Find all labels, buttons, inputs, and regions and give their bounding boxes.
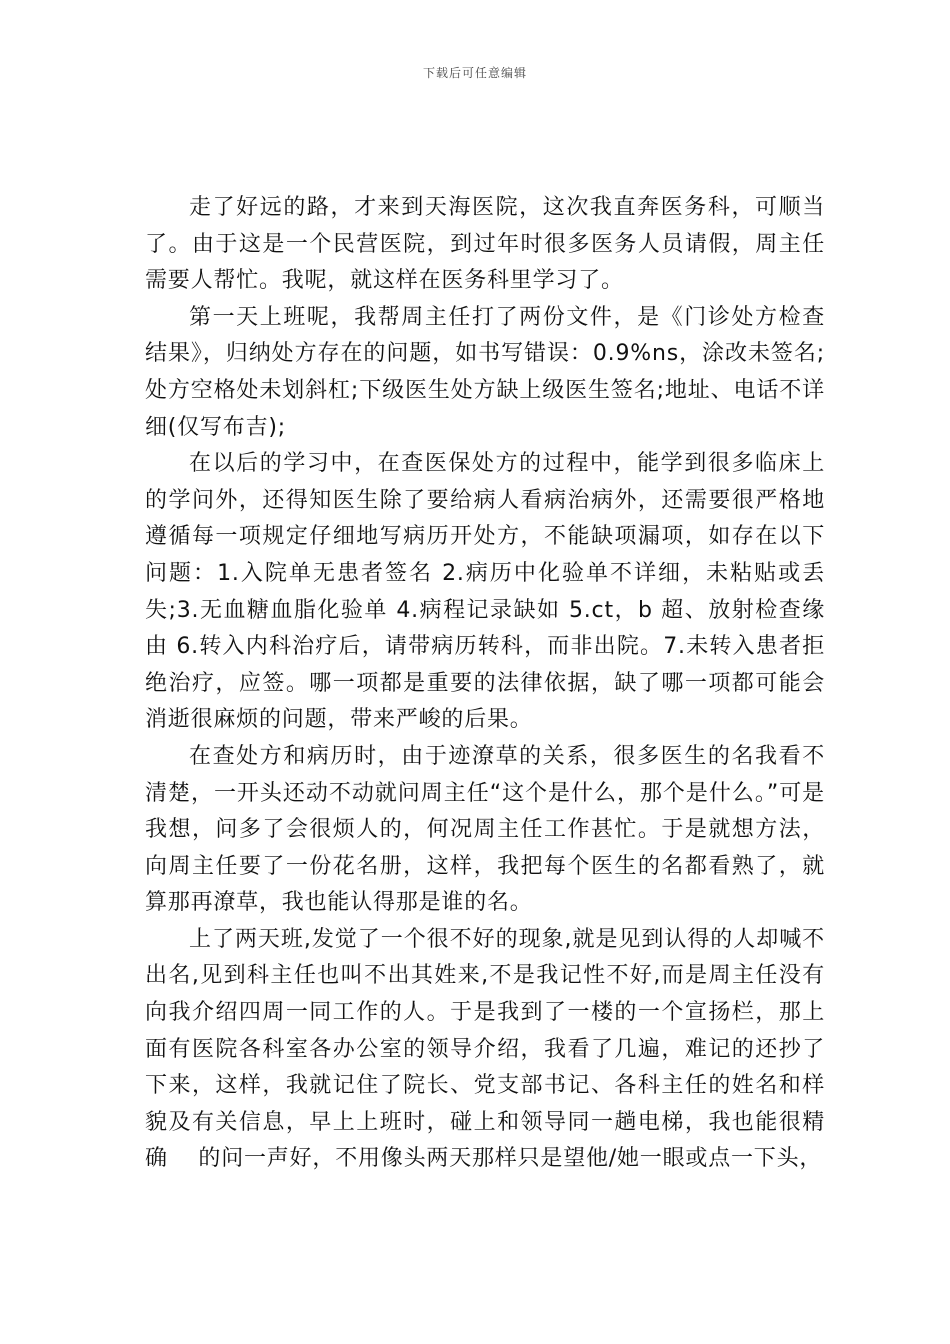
header-note: 下载后可任意编辑	[422, 66, 527, 80]
document-body	[145, 190, 825, 1178]
paragraph: 第一天上班呢，我帮周主任打了两份文件，是《门诊处方检查结果》，归纳处方存在的问题，如书写错误：0.9%ns，涂改未签名;处方空格处未划斜杠;下级医生处方缺上级医生签名;地址、电话不详细(仅写布吉);	[145, 304, 825, 440]
paragraph: 上了两天班,发觉了一个很不好的现象,就是见到认得的人却喊不出名,见到科主任也叫不出其姓来,不是我记性不好,而是周主任没有向我介绍四周一同工作的人。于是我到了一楼的一个宣扬栏，那上面有医院各科室各办公室的领导介绍，我看了几遍，难记的还抄了下来，这样，我就记住了院长、党支部书记、各科主任的姓名和样貌及有关信息，早上上班时，碰上和领导同一趟电梯，我也能很精确 的问一声好，不用像头两天那样只是望他/她一眼或点一下头，	[145, 926, 825, 1172]
paragraph: 在以后的学习中，在查医保处方的过程中，能学到很多临床上的学问外，还得知医生除了要给病人看病治病外，还需要很严格地遵循每一项规定仔细地写病历开处方，不能缺项漏项，如存在以下问题：1.入院单无患者签名 2.病历中化验单不详细，未粘贴或丢失;3.无血糖血脂化验单 4.病程记录缺如 5.ct，b 超、放射检查缘由 6.转入内科治疗后，请带病历转科，而非出院。7.未转入患者拒绝治疗，应签。哪一项都是重要的法律依据，缺了哪一项都可能会消逝很麻烦的问题，带来严峻的后果。	[145, 451, 825, 733]
paragraph: 在查处方和病历时，由于迹潦草的关系，很多医生的名我看不清楚，一开头还动不动就问周主任“这个是什么，那个是什么。”可是我想，问多了会很烦人的，何况周主任工作甚忙。于是就想方法，向周主任要了一份花名册，这样，我把每个医生的名都看熟了，就算那再潦草，我也能认得那是谁的名。	[145, 743, 825, 916]
paragraph: 走了好远的路，才来到天海医院，这次我直奔医务科，可顺当了。由于这是一个民营医院，到过年时很多医务人员请假，周主任需要人帮忙。我呢，就这样在医务科里学习了。	[145, 195, 825, 294]
